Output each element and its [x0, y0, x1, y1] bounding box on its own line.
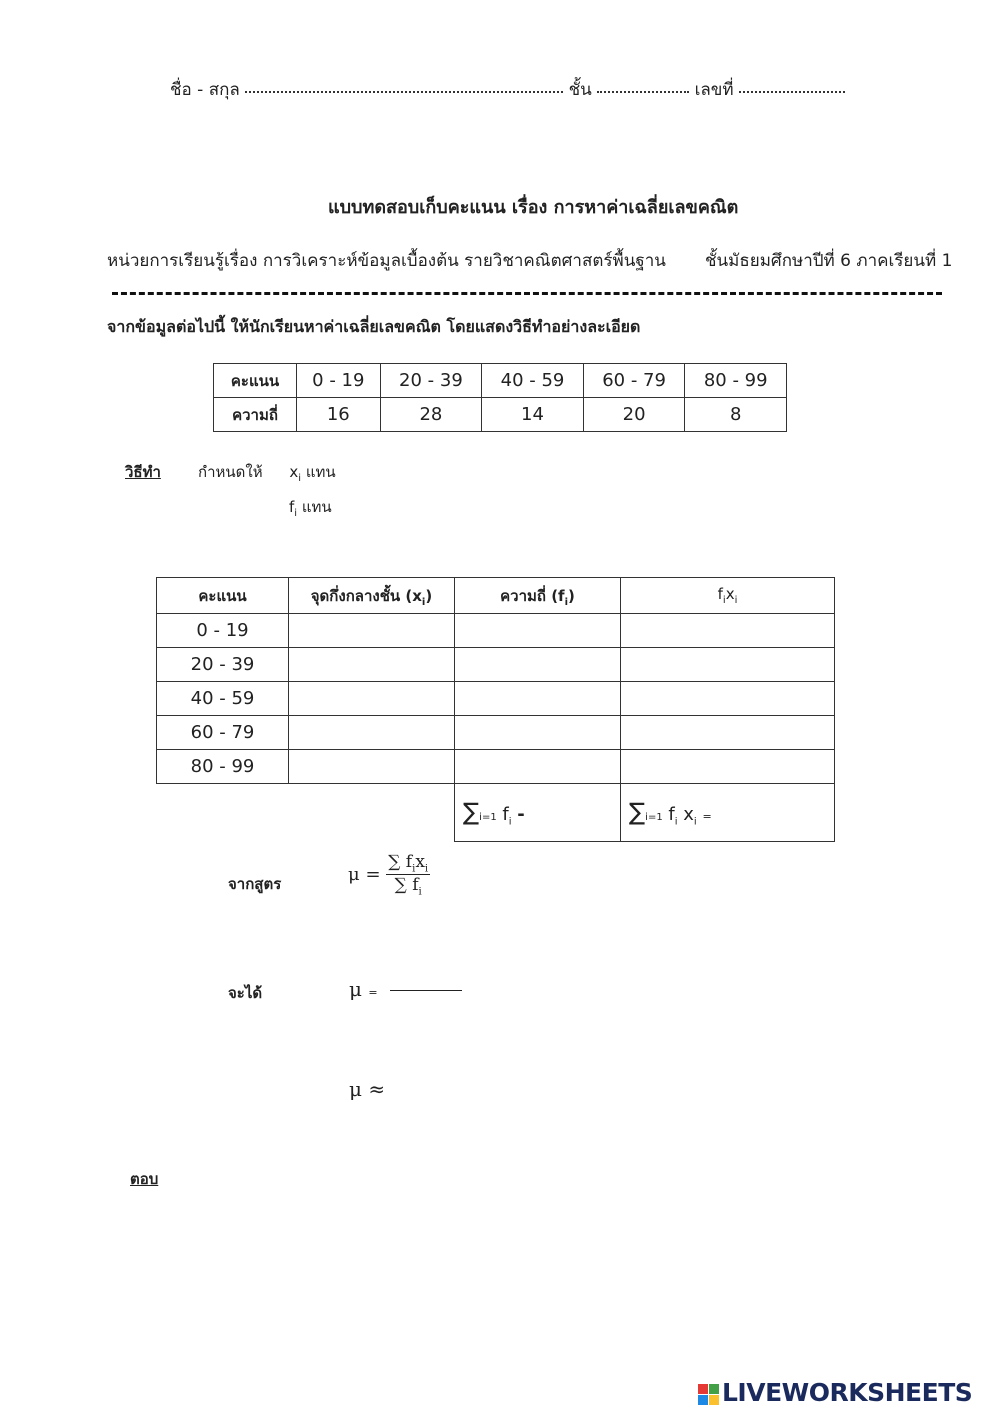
row-interval: 20 - 39 — [157, 648, 289, 682]
header-frequency: ความถี่ — [214, 398, 297, 432]
page-title: แบบทดสอบเก็บคะแนน เรื่อง การหาค่าเฉลี่ยเลขคณิต — [328, 197, 739, 218]
number-label: เลขที่ — [694, 80, 734, 100]
midpoint-cell[interactable] — [289, 648, 455, 682]
midpoint-cell[interactable] — [289, 682, 455, 716]
divider — [112, 292, 942, 295]
fx-cell[interactable] — [621, 648, 835, 682]
liveworksheets-logo: LIVEWORKSHEETS — [698, 1378, 972, 1407]
col-frequency: ความถี่ $(f_i)$ — [455, 578, 621, 614]
frequency: 14 — [482, 398, 584, 432]
interval: 60 - 79 — [583, 364, 685, 398]
interval: 0 - 19 — [297, 364, 381, 398]
grade-text: ชั้นมัธยมศึกษาปีที่ 6 ภาคเรียนที่ 1 — [705, 251, 953, 271]
class-field[interactable] — [597, 87, 689, 93]
define-f-line — [289, 495, 332, 519]
frequency-cell[interactable] — [455, 716, 621, 750]
col-score: คะแนน — [157, 578, 289, 614]
name-label: ชื่อ - สกุล — [170, 80, 240, 100]
interval: 40 - 59 — [482, 364, 584, 398]
unit-text: หน่วยการเรียนรู้เรื่อง การวิเคราะห์ข้อมูลเบื้องต้น รายวิชาคณิตศาสตร์พื้นฐาน — [107, 251, 666, 271]
fraction-line[interactable] — [390, 990, 462, 991]
header-score: คะแนน — [214, 364, 297, 398]
sum-f-cell[interactable]: ∑i=1 $f_i$ - — [455, 784, 621, 842]
midpoint-cell[interactable] — [289, 750, 455, 784]
name-field[interactable] — [245, 87, 563, 93]
interval: 20 - 39 — [380, 364, 482, 398]
class-label: ชั้น — [568, 80, 592, 100]
answer-label: ตอบ — [130, 1170, 159, 1188]
frequency-cell[interactable] — [455, 682, 621, 716]
interval: 80 - 99 — [685, 364, 787, 398]
instruction: จากข้อมูลต่อไปนี้ ให้นักเรียนหาค่าเฉลี่ยเลขคณิต โดยแสดงวิธีทำอย่างละเอียด — [107, 317, 641, 336]
define-label: กำหนดให้ — [198, 463, 263, 481]
row-interval: 40 - 59 — [157, 682, 289, 716]
result-approx: μ ≈ — [349, 1077, 386, 1101]
fx-cell[interactable] — [621, 682, 835, 716]
frequency: 16 — [297, 398, 381, 432]
data-table — [213, 363, 787, 432]
frequency: 28 — [380, 398, 482, 432]
col-fx: $f_ix_i$ — [621, 578, 835, 614]
midpoint-cell[interactable] — [289, 716, 455, 750]
row-interval: 0 - 19 — [157, 614, 289, 648]
x-var: $x_i$ — [289, 463, 302, 484]
result-label: จะได้ — [228, 984, 263, 1002]
result-equation: μ = — [349, 977, 462, 1001]
midpoint-cell[interactable] — [289, 614, 455, 648]
stand-for: แทน — [301, 498, 332, 516]
f-var: $f_i$ — [289, 498, 298, 519]
logo-icon — [698, 1384, 719, 1405]
fx-cell[interactable] — [621, 750, 835, 784]
frequency-cell[interactable] — [455, 750, 621, 784]
fx-cell[interactable] — [621, 614, 835, 648]
work-table — [156, 577, 835, 842]
fx-cell[interactable] — [621, 716, 835, 750]
frequency: 8 — [685, 398, 787, 432]
col-midpoint: จุดกึ่งกลางชั้น $(x_i)$ — [289, 578, 455, 614]
row-interval: 60 - 79 — [157, 716, 289, 750]
sum-fx-cell[interactable]: ∑i=1 $f_i$ $x_i$ = — [621, 784, 835, 842]
stand-for: แทน — [305, 463, 336, 481]
solution-label: วิธีทำ — [125, 463, 161, 481]
formula-label: จากสูตร — [228, 875, 282, 893]
student-info-line — [170, 76, 845, 103]
frequency: 20 — [583, 398, 685, 432]
mean-formula: μ = $\frac{\sum f_ix_i}{\sum f_i}$ — [348, 852, 429, 898]
frequency-cell[interactable] — [455, 614, 621, 648]
row-interval: 80 - 99 — [157, 750, 289, 784]
number-field[interactable] — [739, 87, 845, 93]
frequency-cell[interactable] — [455, 648, 621, 682]
define-x-line — [198, 460, 336, 484]
